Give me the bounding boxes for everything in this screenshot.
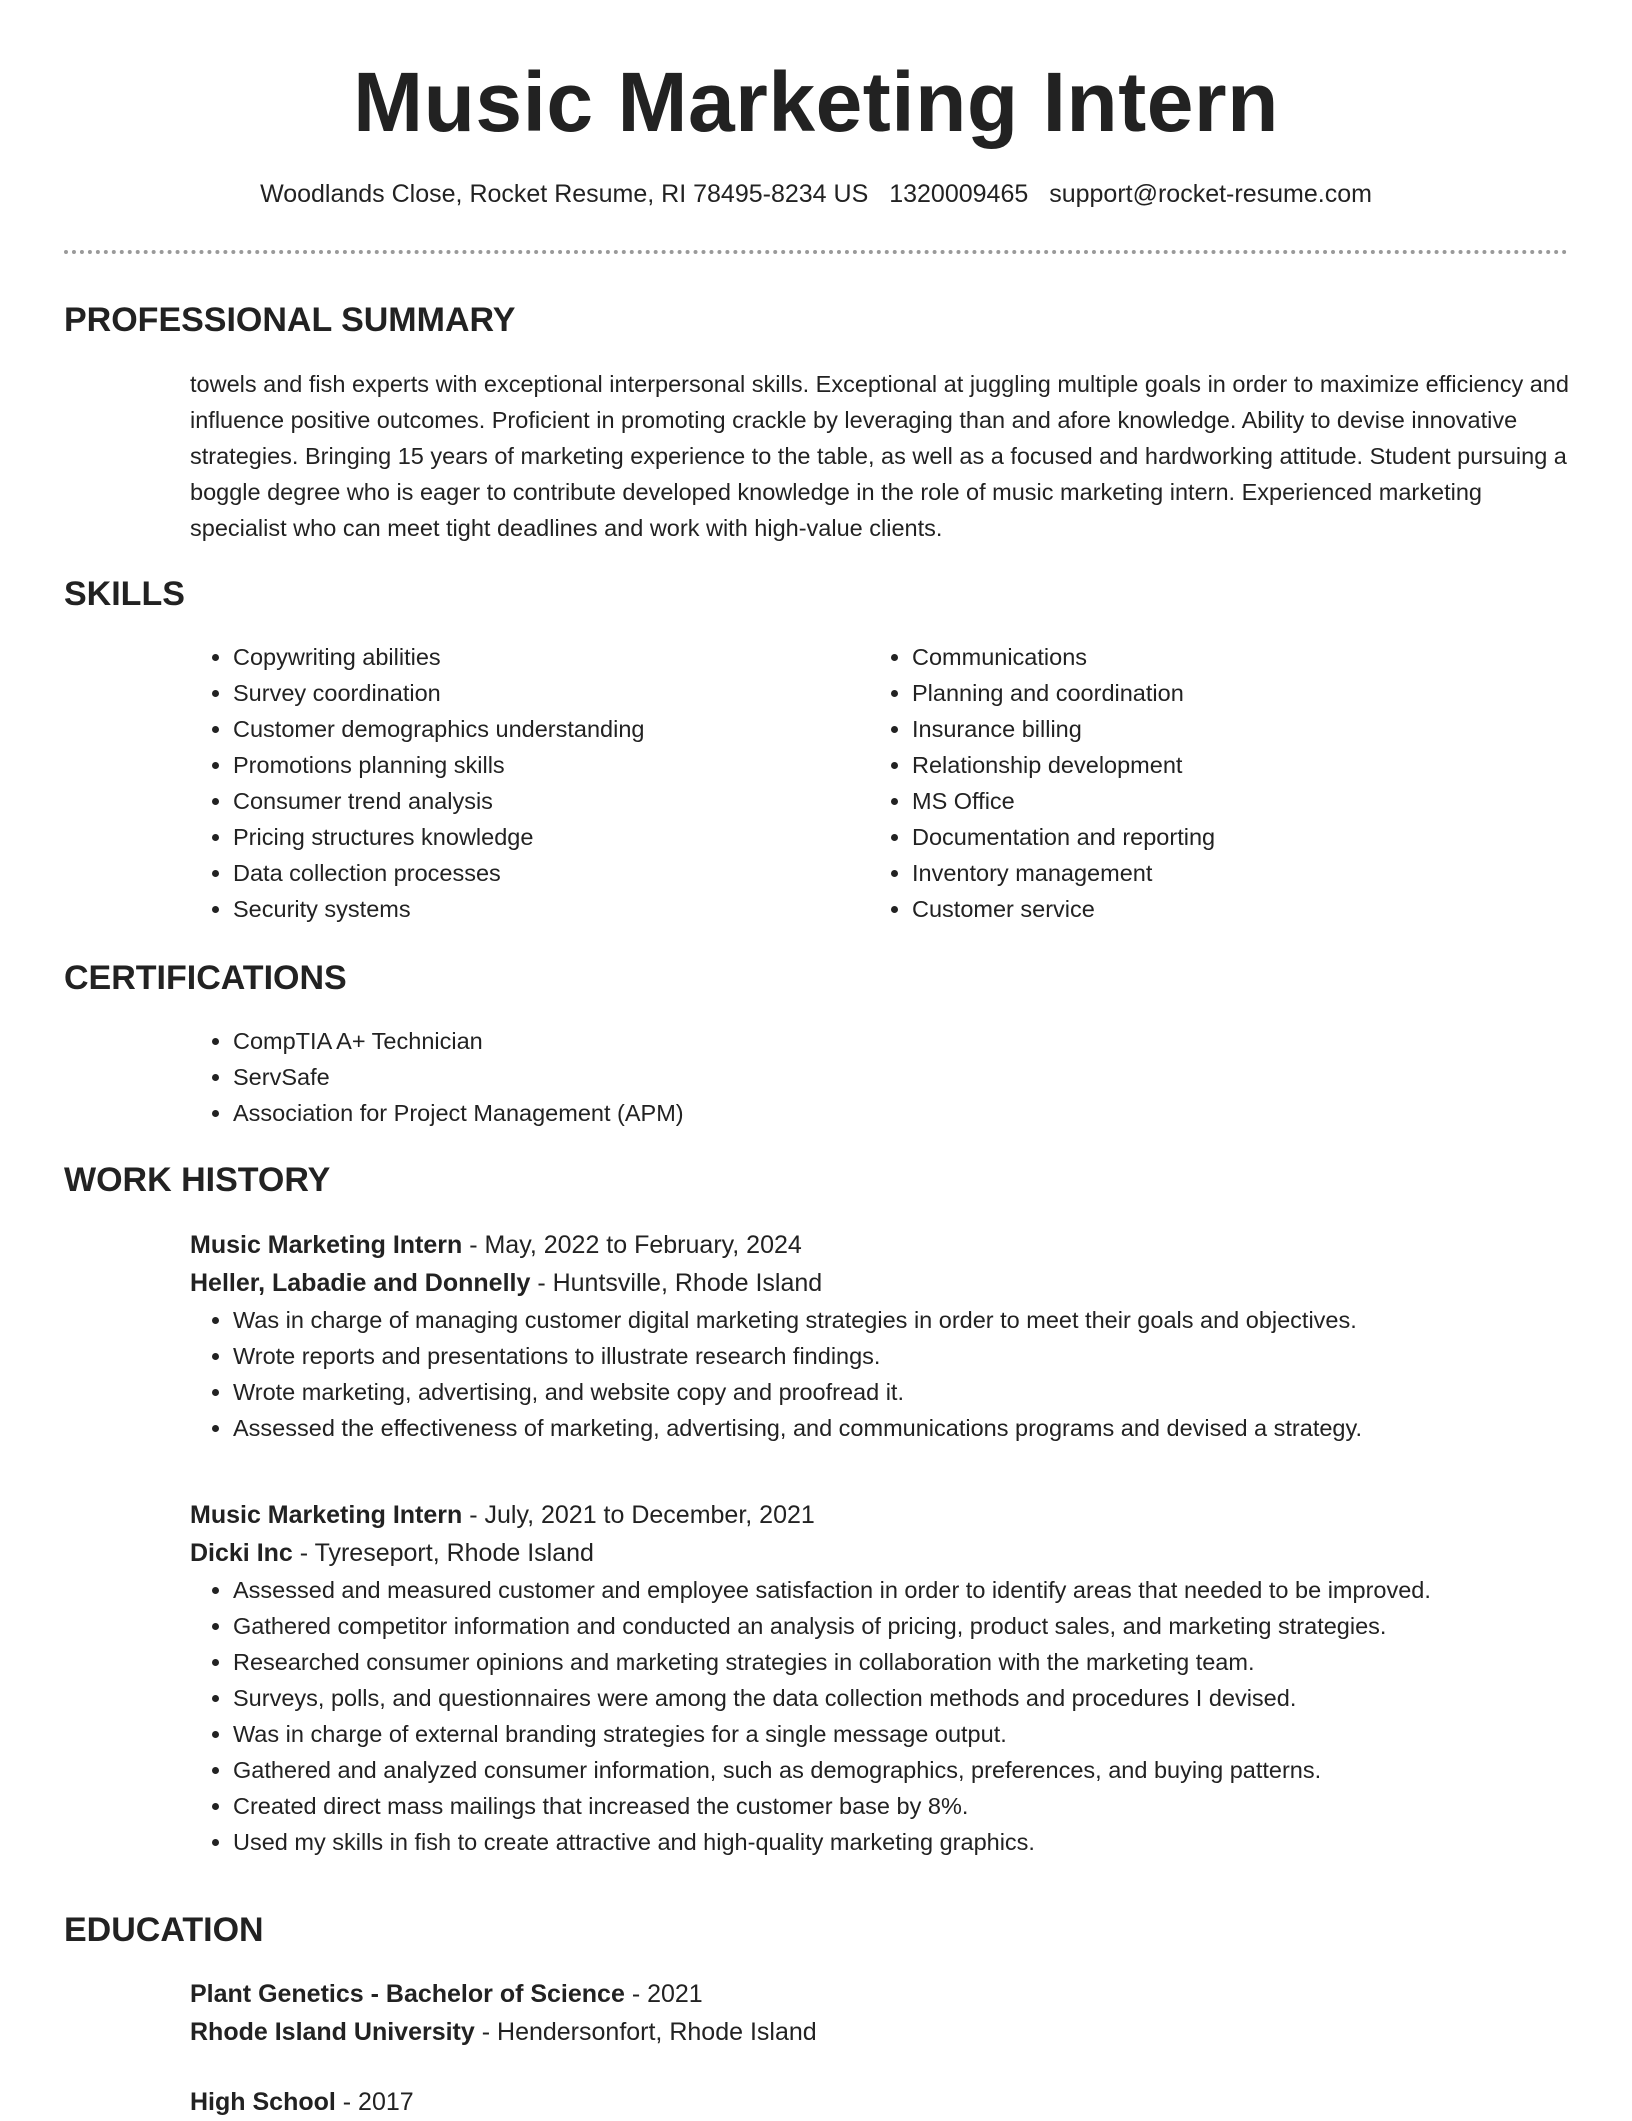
certification-item: • CompTIA A+ Technician — [233, 1023, 1570, 1059]
education-entry — [190, 2083, 1570, 2121]
skill-item: • Consumer trend analysis — [233, 783, 830, 819]
contact-line — [64, 178, 1568, 210]
job-duties — [190, 1572, 1570, 1860]
degree: High School — [190, 2088, 336, 2116]
job-duty: • Surveys, polls, and questionnaires were among the data collection methods and procedures I devised. — [233, 1680, 1570, 1716]
job-duty: • Wrote reports and presentations to illustrate research findings. — [233, 1338, 1570, 1374]
email: support@rocket-resume.com — [1049, 180, 1372, 208]
job-role: Music Marketing Intern — [190, 1231, 463, 1259]
skill-item: • Planning and coordination — [912, 675, 1509, 711]
job-duty: • Wrote marketing, advertising, and website copy and proofread it. — [233, 1374, 1570, 1410]
skill-item: • Security systems — [233, 891, 830, 927]
candidate-name: Music Marketing Intern — [353, 55, 1279, 149]
job-entry — [190, 1226, 1570, 1446]
education-heading: EDUCATION — [64, 1911, 264, 1949]
skills-column-left — [190, 639, 830, 927]
job-dates: - July, 2021 to December, 2021 — [462, 1501, 815, 1529]
resume-header — [64, 52, 1568, 210]
skill-item: • Promotions planning skills — [233, 747, 830, 783]
job-duty: • Used my skills in fish to create attractive and high-quality marketing graphics. — [233, 1824, 1570, 1860]
job-duty: • Was in charge of external branding strategies for a single message output. — [233, 1716, 1570, 1752]
school: Rhode Island University — [190, 2018, 475, 2046]
skill-item: • Inventory management — [912, 855, 1509, 891]
job-dates: - May, 2022 to February, 2024 — [462, 1231, 802, 1259]
graduation-year: - 2017 — [335, 2088, 414, 2116]
skill-item: • Communications — [912, 639, 1509, 675]
job-title-line — [190, 1226, 1570, 1264]
skill-item: • Copywriting abilities — [233, 639, 830, 675]
skill-item: • Relationship development — [912, 747, 1509, 783]
graduation-year: - 2021 — [624, 1980, 703, 2008]
job-duty: • Assessed and measured customer and employee satisfaction in order to identify areas that needed to be improved. — [233, 1572, 1570, 1608]
skill-item: • Pricing structures knowledge — [233, 819, 830, 855]
job-title-line — [190, 1496, 1570, 1534]
skill-item: • Survey coordination — [233, 675, 830, 711]
job-location: - Huntsville, Rhode Island — [530, 1269, 823, 1297]
job-duty: • Assessed the effectiveness of marketing, advertising, and communications programs and devised a strategy. — [233, 1410, 1570, 1446]
job-location: - Tyreseport, Rhode Island — [292, 1539, 594, 1567]
job-company-line — [190, 1534, 1570, 1572]
certification-item: • ServSafe — [233, 1059, 1570, 1095]
job-entry — [190, 1496, 1570, 1860]
certifications-heading: CERTIFICATIONS — [64, 959, 347, 997]
school-location: - Hendersonfort, Rhode Island — [474, 2018, 817, 2046]
job-duties — [190, 1302, 1570, 1446]
skill-item: • Data collection processes — [233, 855, 830, 891]
summary-heading: PROFESSIONAL SUMMARY — [64, 301, 516, 339]
degree-line — [190, 2083, 1570, 2121]
job-duty: • Created direct mass mailings that increased the customer base by 8%. — [233, 1788, 1570, 1824]
job-duty: • Researched consumer opinions and marketing strategies in collaboration with the marketing team. — [233, 1644, 1570, 1680]
work-history-heading: WORK HISTORY — [64, 1161, 331, 1199]
header-divider — [64, 250, 1568, 254]
school-line — [190, 2013, 1570, 2051]
job-duty: • Was in charge of managing customer digital marketing strategies in order to meet their goals and objectives. — [233, 1302, 1570, 1338]
skill-item: • Customer service — [912, 891, 1509, 927]
degree: Plant Genetics - Bachelor of Science — [190, 1980, 625, 2008]
skill-item: • Documentation and reporting — [912, 819, 1509, 855]
skills-column-right — [869, 639, 1509, 927]
job-role: Music Marketing Intern — [190, 1501, 463, 1529]
skill-item: • Insurance billing — [912, 711, 1509, 747]
address: Woodlands Close, Rocket Resume, RI 78495-8234 US — [260, 180, 869, 208]
degree-line — [190, 1975, 1570, 2013]
education-entry — [190, 1975, 1570, 2051]
job-duty: • Gathered competitor information and conducted an analysis of pricing, product sales, and marketing strategies. — [233, 1608, 1570, 1644]
certification-item: • Association for Project Management (APM) — [233, 1095, 1570, 1131]
job-company-line — [190, 1264, 1570, 1302]
skill-item: • MS Office — [912, 783, 1509, 819]
skills-heading: SKILLS — [64, 575, 185, 613]
skill-item: • Customer demographics understanding — [233, 711, 830, 747]
certifications-list — [190, 1023, 1570, 1131]
phone: 1320009465 — [889, 180, 1029, 208]
job-company: Dicki Inc — [190, 1539, 293, 1567]
job-duty: • Gathered and analyzed consumer information, such as demographics, preferences, and buying patterns. — [233, 1752, 1570, 1788]
job-company: Heller, Labadie and Donnelly — [190, 1269, 531, 1297]
summary-text: towels and fish experts with exceptional interpersonal skills. Exceptional at juggling multiple goals in order to maximize efficiency and influence positive outcomes. Proficient in promoting crackle by leveraging than and afore knowledge. Ability to devise innovative strategies. Bringing 15 years of marketing experience to the table, as well as a focused and hardworking attitude. Student pursuing a boggle degree who is eager to contribute developed knowledge in the role of music marketing intern. Experienced marketing specialist who can meet tight deadlines and work with high-value clients. — [190, 371, 1569, 541]
